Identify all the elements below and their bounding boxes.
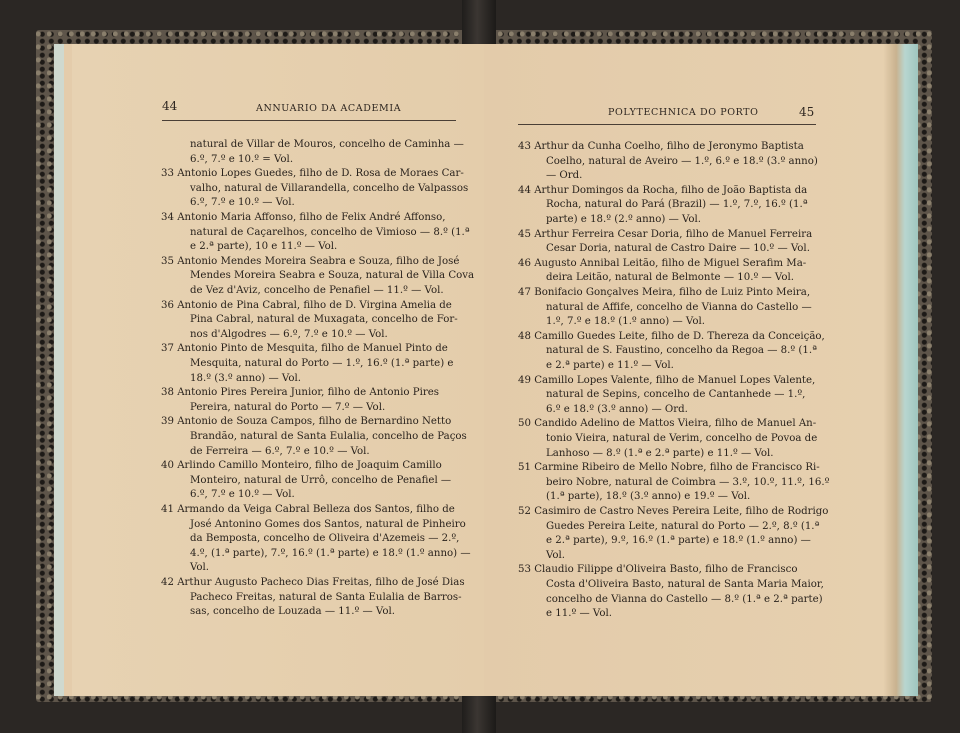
text-line: Pina Cabral, natural de Muxagata, concelho de For- <box>190 314 458 326</box>
text-line: 35 Antonio Mendes Moreira Seabra e Souza, filho de José <box>161 255 460 267</box>
text-line: Cesar Doria, natural de Castro Daire — 10.º — Vol. <box>546 243 810 255</box>
text-line: beiro Nobre, natural de Coimbra — 3.º, 10.º, 11.º, 16.º <box>546 476 830 488</box>
text-line: 44 Arthur Domingos da Rocha, filho de João Baptista da <box>518 184 808 196</box>
text-line: 46 Augusto Annibal Leitão, filho de Miguel Serafim Ma- <box>518 257 807 269</box>
text-line: Mesquita, natural do Porto — 1.º, 16.º (1.ª parte) e <box>190 358 454 369</box>
text-line: Guedes Pereira Leite, natural do Porto — 2.º, 8.º (1.ª <box>546 520 820 532</box>
text-line: Coelho, natural de Aveiro — 1.º, 6.º e 18.º (3.º anno) <box>546 155 818 167</box>
text-line: 34 Antonio Maria Affonso, filho de Felix André Affonso, <box>161 212 446 223</box>
text-line: 43 Arthur da Cunha Coelho, filho de Jeronymo Baptista <box>518 141 804 152</box>
right-header-rule <box>518 124 816 125</box>
text-line: e 2.ª parte) e 11.º — Vol. <box>546 360 674 371</box>
text-line: Monteiro, natural de Urrô, concelho de Penafiel — <box>190 474 452 486</box>
text-line: da Bemposta, concelho de Oliveira d'Azemeis — 2.º, <box>190 533 460 545</box>
text-line: 41 Armando da Veiga Cabral Belleza dos Santos, filho de <box>161 504 455 515</box>
text-line: 45 Arthur Ferreira Cesar Doria, filho de Manuel Ferreira <box>518 228 813 240</box>
text-line: natural de Villar de Mouros, concelho de Caminha — <box>190 139 464 150</box>
text-line: e 2.ª parte), 9.º, 16.º (1.ª parte) e 18.º (1.º anno) — <box>546 535 811 547</box>
text-line: natural de Sepins, concelho de Cantanhede — 1.º, <box>546 389 806 401</box>
text-line: (1.ª parte), 18.º (3.º anno) e 19.º — Vol. <box>546 491 751 503</box>
text-line: Mendes Moreira Seabra e Souza, natural de Villa Cova <box>190 270 475 282</box>
text-line: valho, natural de Villarandella, concelho de Valpassos <box>190 182 469 194</box>
text-line: 1.º, 7.º e 18.º (1.º anno) — Vol. <box>546 316 705 328</box>
text-line: Pereira, natural do Porto — 7.º — Vol. <box>190 401 386 413</box>
text-line: 38 Antonio Pires Pereira Junior, filho de Antonio Pires <box>161 387 439 399</box>
text-line: concelho de Vianna do Castello — 8.º (1.ª e 2.ª parte) <box>546 593 823 605</box>
text-line: de Ferreira — 6.º, 7.º e 10.º — Vol. <box>190 445 370 457</box>
text-line: 53 Claudio Filippe d'Oliveira Basto, filho de Francisco <box>518 564 798 576</box>
right-page-number: 45 <box>799 105 815 119</box>
text-line: 6.º, 7.º e 10.º — Vol. <box>190 197 295 209</box>
text-line: 40 Arlindo Camillo Monteiro, filho de Joaquim Camillo <box>161 460 442 472</box>
text-line: Pacheco Freitas, natural de Santa Eulalia de Barros- <box>190 591 462 603</box>
text-line: José Antonino Gomes dos Santos, natural de Pinheiro <box>190 518 466 530</box>
text-line: 36 Antonio de Pina Cabral, filho de D. Virgina Amelia de <box>161 299 452 311</box>
text-line: e 2.ª parte), 10 e 11.º — Vol. <box>190 241 338 253</box>
text-line: Brandão, natural de Santa Eulalia, concelho de Paços <box>190 431 467 442</box>
text-line: natural de Caçarelhos, concelho de Vimioso — 8.º (1.ª <box>190 226 470 238</box>
text-line: nos d'Algodres — 6.º, 7.º e 10.º — Vol. <box>190 328 388 340</box>
text-line: deira Leitão, natural de Belmonte — 10.º — Vol. <box>546 272 794 284</box>
right-running-head: POLYTECHNICA DO PORTO <box>608 107 759 118</box>
text-line: 39 Antonio de Souza Campos, filho de Bernardino Netto <box>161 416 452 428</box>
text-line: e 11.º — Vol. <box>546 608 612 620</box>
text-line: 49 Camillo Lopes Valente, filho de Manuel Lopes Valente, <box>518 374 816 386</box>
text-line: sas, concelho de Louzada — 11.º — Vol. <box>190 606 395 618</box>
text-line: 6.º, 7.º e 10.º — Vol. <box>190 489 295 501</box>
left-running-head: ANNUARIO DA ACADEMIA <box>256 103 402 114</box>
text-line: 6.º, 7.º e 10.º = Vol. <box>190 153 294 165</box>
left-page-number: 44 <box>162 99 178 113</box>
text-line: de Vez d'Aviz, concelho de Penafiel — 11.º — Vol. <box>190 285 444 296</box>
text-line: Vol. <box>190 562 210 574</box>
text-line: parte) e 18.º (2.º anno) — Vol. <box>546 214 702 225</box>
text-line: Costa d'Oliveira Basto, natural de Santa Maria Maior, <box>546 579 824 590</box>
text-line: natural de Affife, concelho de Vianna do Castello — <box>546 301 812 313</box>
text-line: 48 Camillo Guedes Leite, filho de D. Thereza da Conceição, <box>518 330 825 342</box>
text-line: natural de S. Faustino, concelho da Regoa — 8.º (1.ª <box>546 345 817 357</box>
text-line: Rocha, natural do Pará (Brazil) — 1.º, 7.º, 16.º (1.ª <box>546 199 808 211</box>
text-line: 4.º, (1.ª parte), 7.º, 16.º (1.ª parte) e 18.º (1.º anno) — <box>190 547 471 559</box>
text-line: 18.º (3.º anno) — Vol. <box>190 372 301 384</box>
text-line: 37 Antonio Pinto de Mesquita, filho de Manuel Pinto de <box>161 343 448 355</box>
text-line: 42 Arthur Augusto Pacheco Dias Freitas, filho de José Dias <box>161 577 465 588</box>
left-header-rule <box>162 120 456 121</box>
text-line: 52 Casimiro de Castro Neves Pereira Leite, filho de Rodrigo <box>518 506 829 517</box>
text-line: 51 Carmine Ribeiro de Mello Nobre, filho de Francisco Ri- <box>518 462 820 474</box>
text-line: 6.º e 18.º (3.º anno) — Ord. <box>546 403 688 415</box>
text-line: 47 Bonifacio Gonçalves Meira, filho de Luiz Pinto Meira, <box>518 287 811 298</box>
text-line: Lanhoso — 8.º (1.ª e 2.ª parte) e 11.º — Vol. <box>546 447 774 459</box>
text-line: — Ord. <box>546 170 583 182</box>
text-line: 50 Candido Adelino de Mattos Vieira, filho de Manuel An- <box>518 418 817 430</box>
text-line: Vol. <box>546 549 566 561</box>
text-line: tonio Vieira, natural de Verim, concelho de Povoa de <box>546 433 818 444</box>
text-line: 33 Antonio Lopes Guedes, filho de D. Rosa de Moraes Car- <box>161 168 464 180</box>
